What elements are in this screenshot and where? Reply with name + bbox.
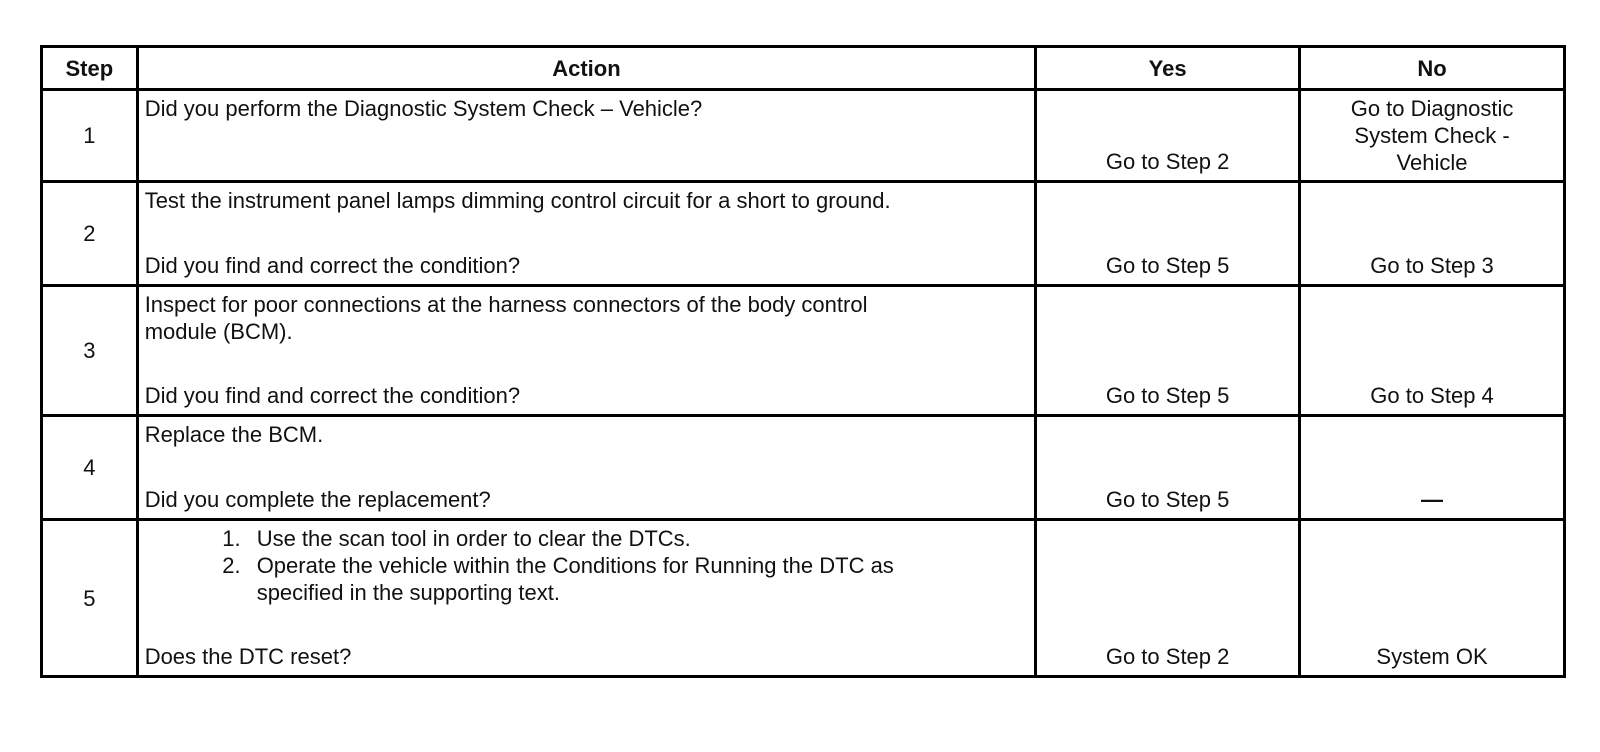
- table-row: [42, 90, 1565, 182]
- action-text-line: module (BCM).: [144, 319, 293, 344]
- substep-list: [145, 525, 1028, 606]
- table-header: [42, 47, 1565, 90]
- header-step: Step: [42, 47, 138, 90]
- substep-text-line: 2. Operate the vehicle within the Conditions for Running the DTC as: [256, 553, 894, 578]
- yes-cell: Go to Step 2: [1036, 90, 1300, 182]
- action-text: [145, 291, 1028, 345]
- substep-text-line: specified in the supporting text.: [256, 580, 560, 605]
- action-text-line: Inspect for poor connections at the harness connectors of the body control: [144, 292, 868, 317]
- action-question: Did you complete the replacement?: [144, 487, 491, 512]
- yes-cell: Go to Step 2: [1036, 520, 1300, 677]
- header-row: [42, 47, 1565, 90]
- yes-cell: Go to Step 5: [1036, 182, 1300, 286]
- no-cell: System OK: [1300, 520, 1565, 677]
- table-row: [42, 520, 1565, 677]
- action-cell: [137, 90, 1035, 182]
- table-row: [42, 182, 1565, 286]
- action-question: Did you find and correct the condition?: [144, 253, 521, 278]
- action-question: Does the DTC reset?: [144, 644, 352, 669]
- substep-item: [247, 525, 1028, 552]
- action-cell: [137, 416, 1035, 520]
- header-yes: Yes: [1036, 47, 1300, 90]
- substep-item: [247, 552, 1028, 606]
- diagnostic-table: [40, 45, 1566, 678]
- yes-cell: Go to Step 5: [1036, 286, 1300, 416]
- step-number: 1: [42, 90, 138, 182]
- action-cell: [137, 520, 1035, 677]
- action-cell: [137, 182, 1035, 286]
- step-number: 5: [42, 520, 138, 677]
- action-text: Test the instrument panel lamps dimming control circuit for a short to ground.: [144, 188, 891, 213]
- em-dash: —: [1421, 487, 1444, 512]
- no-cell: Go to Step 4: [1300, 286, 1565, 416]
- no-text-line: Vehicle: [1396, 150, 1468, 175]
- table-row: [42, 286, 1565, 416]
- yes-cell: Go to Step 5: [1036, 416, 1300, 520]
- no-cell: [1300, 90, 1565, 182]
- no-text-line: Go to Diagnostic: [1350, 96, 1514, 121]
- action-question: Did you find and correct the condition?: [144, 383, 521, 408]
- table-row: [42, 416, 1565, 520]
- header-action: Action: [137, 47, 1035, 90]
- substep-text: Use the scan tool in order to clear the DTCs.: [256, 526, 691, 551]
- step-number: 2: [42, 182, 138, 286]
- action-text: Replace the BCM.: [144, 422, 324, 447]
- action-cell: [137, 286, 1035, 416]
- step-number: 3: [42, 286, 138, 416]
- no-text-line: System Check -: [1354, 123, 1510, 148]
- no-cell: Go to Step 3: [1300, 182, 1565, 286]
- action-text: Did you perform the Diagnostic System Check – Vehicle?: [144, 96, 703, 121]
- step-number: 4: [42, 416, 138, 520]
- header-no: No: [1300, 47, 1565, 90]
- no-cell: [1300, 416, 1565, 520]
